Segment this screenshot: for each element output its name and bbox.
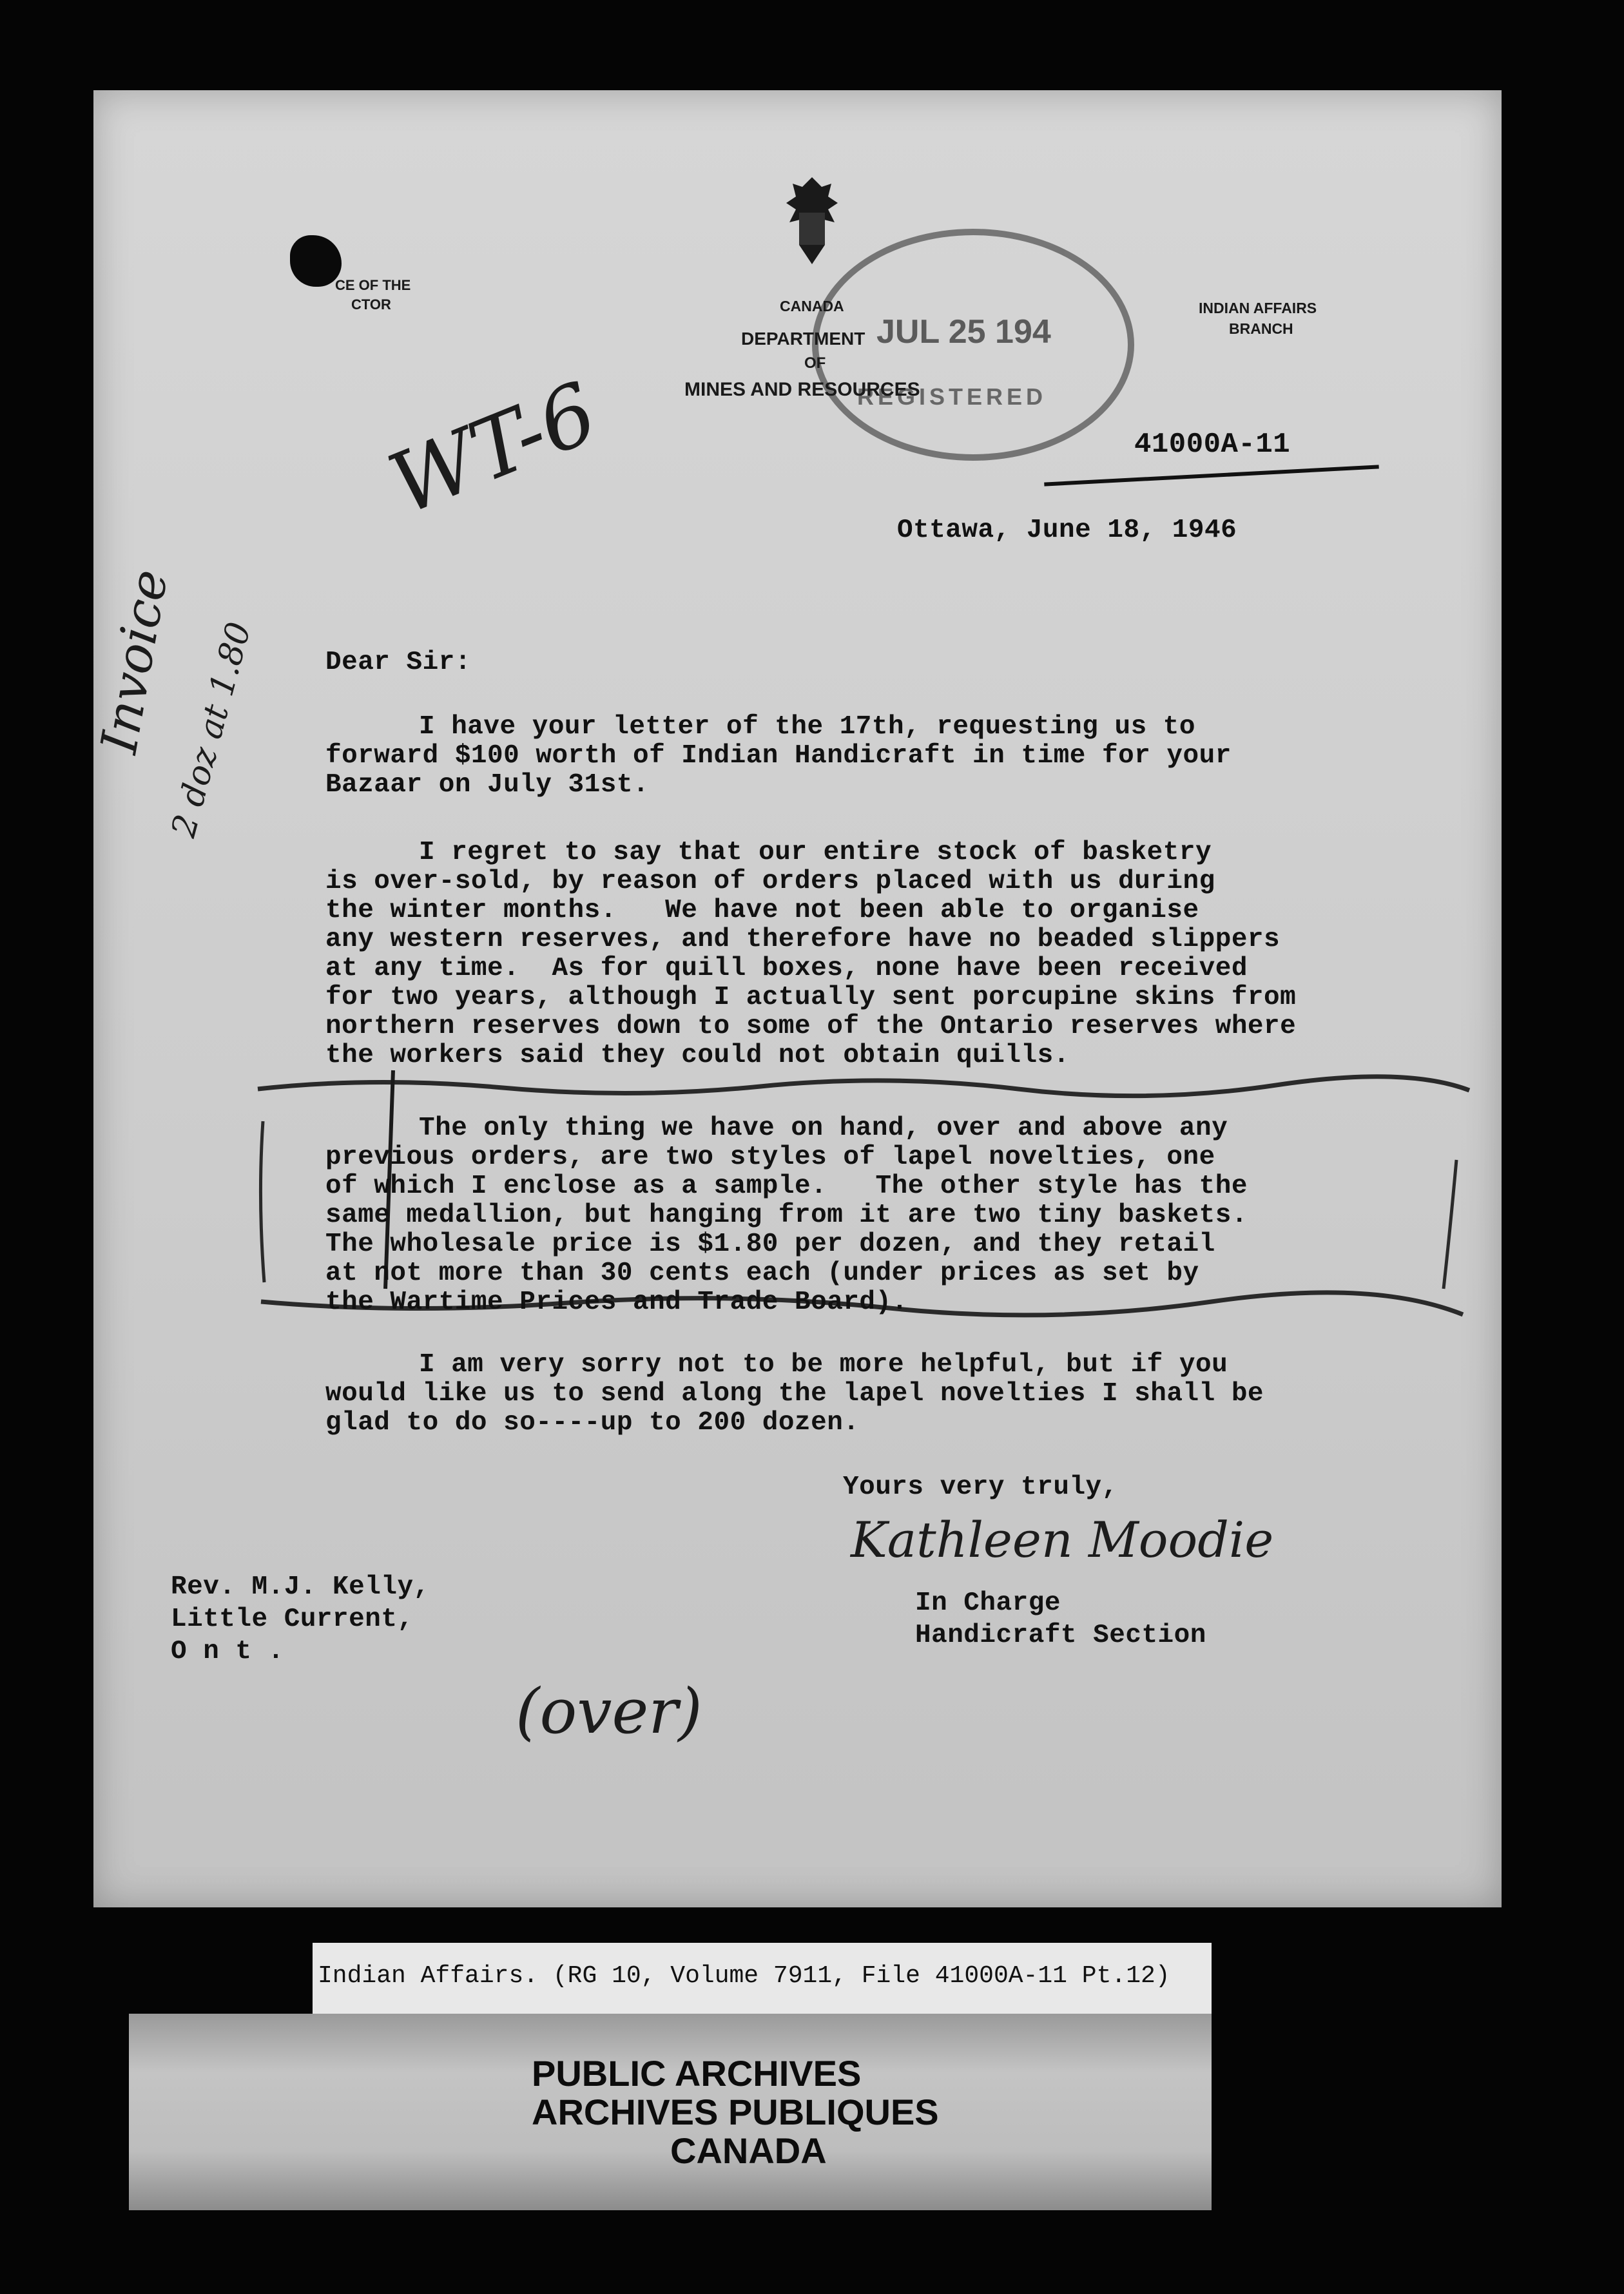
file-number: 41000A-11 (1134, 429, 1291, 461)
paragraph-line: the Wartime Prices and Trade Board). (325, 1287, 908, 1317)
paragraph-line: northern reserves down to some of the Ontario reserves where (325, 1012, 1297, 1041)
paragraph-line: previous orders, are two styles of lapel novelties, one (325, 1142, 1215, 1172)
paragraph-line: at any time. As for quill boxes, none have been received (325, 954, 1248, 983)
paragraph-line: the workers said they could not obtain quills. (325, 1041, 1070, 1070)
archive-caption: Indian Affairs. (RG 10, Volume 7911, File 41000A-11 Pt.12) (318, 1962, 1170, 1990)
date-line: Ottawa, June 18, 1946 (897, 516, 1237, 545)
margin-note-quantity: 2 doz at 1.80 (164, 618, 259, 842)
paragraph-line: The only thing we have on hand, over and above any (419, 1113, 1228, 1143)
archives-label-line3: CANADA (670, 2130, 827, 2171)
handwritten-over: (over) (516, 1675, 702, 1748)
archives-label-box (129, 2014, 1212, 2210)
branch-line1: INDIAN AFFAIRS (1199, 300, 1317, 316)
paragraph-line: at not more than 30 cents each (under prices as set by (325, 1258, 1199, 1288)
paragraph-line: Bazaar on July 31st. (325, 770, 650, 800)
stamp-label: REGISTERED (857, 383, 1047, 410)
paragraph-line: I regret to say that our entire stock of basketry (419, 838, 1212, 867)
paragraph-line: I have your letter of the 17th, requesting us to (419, 712, 1195, 742)
paragraph-line: any western reserves, and therefore have no beaded slippers (325, 925, 1281, 954)
signer-title-2: Handicraft Section (915, 1621, 1206, 1650)
margin-note-invoice: Invoice (90, 565, 180, 758)
archive-caption-box (313, 1943, 1212, 2014)
paragraph-line: same medallion, but hanging from it are two tiny baskets. (325, 1200, 1248, 1230)
closing: Yours very truly, (843, 1472, 1118, 1502)
ministry-label: MINES AND RESOURCES (684, 379, 920, 400)
recipient-line: Little Current, (171, 1605, 414, 1634)
paragraph-line: the winter months. We have not been able to organise (325, 896, 1199, 925)
archives-label-line2: ARCHIVES PUBLIQUES (532, 2092, 939, 2132)
paragraph-line: The wholesale price is $1.80 per dozen, and they retail (325, 1229, 1215, 1259)
department-label: DEPARTMENT (741, 329, 865, 349)
handwritten-code: WT-6 (376, 363, 610, 534)
signature: Kathleen Moodie (851, 1511, 1274, 1568)
of-label: OF (804, 354, 826, 372)
office-line2: CTOR (351, 296, 391, 313)
salutation: Dear Sir: (325, 648, 471, 677)
paragraph-line: glad to do so----up to 200 dozen. (325, 1408, 860, 1438)
country-label: CANADA (780, 298, 844, 314)
paragraph-line: forward $100 worth of Indian Handicraft in time for your (325, 741, 1232, 771)
coat-of-arms-icon (777, 174, 847, 271)
paragraph-line: is over-sold, by reason of orders placed with us during (325, 867, 1215, 896)
recipient-line: O n t . (171, 1637, 284, 1666)
paragraph-line: I am very sorry not to be more helpful, but if you (419, 1350, 1228, 1380)
office-line1: CE OF THE (335, 277, 411, 293)
archives-label-line1: PUBLIC ARCHIVES (532, 2053, 862, 2094)
paragraph-line: would like us to send along the lapel novelties I shall be (325, 1379, 1264, 1409)
branch-line2: BRANCH (1229, 320, 1293, 337)
paragraph-line: of which I enclose as a sample. The other style has the (325, 1171, 1248, 1201)
recipient-line: Rev. M.J. Kelly, (171, 1572, 430, 1602)
signer-title-1: In Charge (915, 1588, 1061, 1618)
stamp-date: JUL 25 194 (876, 313, 1051, 351)
paragraph-line: for two years, although I actually sent porcupine skins from (325, 983, 1297, 1012)
